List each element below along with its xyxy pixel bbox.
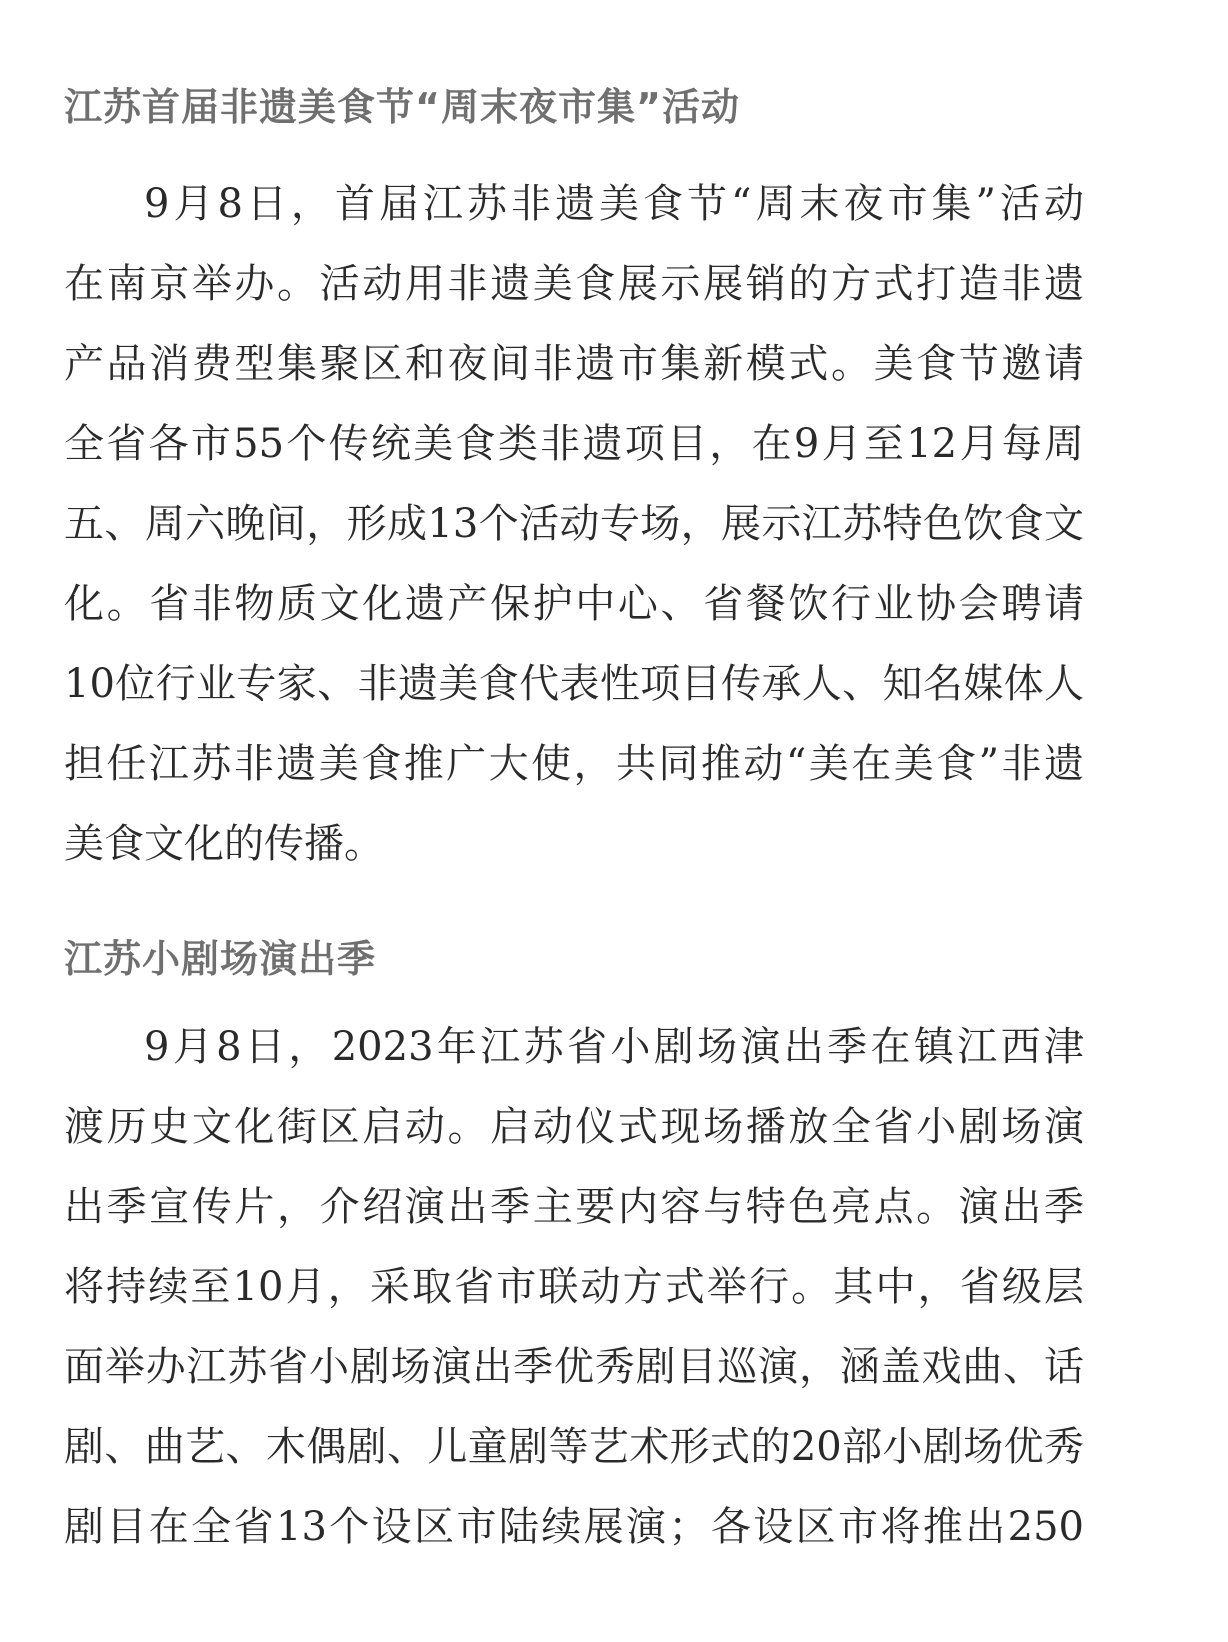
text-line: 产品消费型集聚区和夜间非遗市集新模式。美食节邀请 (64, 341, 1084, 387)
text-line: 9月8日，首届江苏非遗美食节“周末夜市集”活动 (144, 181, 1084, 227)
section-title-small-theater: 江苏小剧场演出季 (64, 937, 377, 981)
section-title-food-festival: 江苏首届非遗美食节“周末夜市集”活动 (64, 85, 740, 129)
text-line: 渡历史文化街区启动。启动仪式现场播放全省小剧场演 (64, 1104, 1084, 1150)
text-line: 全省各市55个传统美食类非遗项目，在9月至12月每周 (64, 421, 1084, 467)
text-line: 出季宣传片，介绍演出季主要内容与特色亮点。演出季 (64, 1184, 1084, 1230)
text-line: 美食文化的传播。 (64, 821, 384, 867)
text-line: 10位行业专家、非遗美食代表性项目传承人、知名媒体人 (64, 661, 1084, 707)
text-line: 9月8日，2023年江苏省小剧场演出季在镇江西津 (144, 1024, 1084, 1070)
text-line: 五、周六晚间，形成13个活动专场，展示江苏特色饮食文 (64, 501, 1084, 547)
text-line: 剧目在全省13个设区市陆续展演；各设区市将推出250 (64, 1504, 1084, 1550)
text-line: 面举办江苏省小剧场演出季优秀剧目巡演，涵盖戏曲、话 (64, 1344, 1084, 1390)
text-line: 担任江苏非遗美食推广大使，共同推动“美在美食”非遗 (64, 741, 1084, 787)
text-line: 在南京举办。活动用非遗美食展示展销的方式打造非遗 (64, 261, 1084, 307)
text-line: 将持续至10月，采取省市联动方式举行。其中，省级层 (64, 1264, 1084, 1310)
text-line: 剧、曲艺、木偶剧、儿童剧等艺术形式的20部小剧场优秀 (64, 1424, 1084, 1470)
text-line: 化。省非物质文化遗产保护中心、省餐饮行业协会聘请 (64, 581, 1084, 627)
